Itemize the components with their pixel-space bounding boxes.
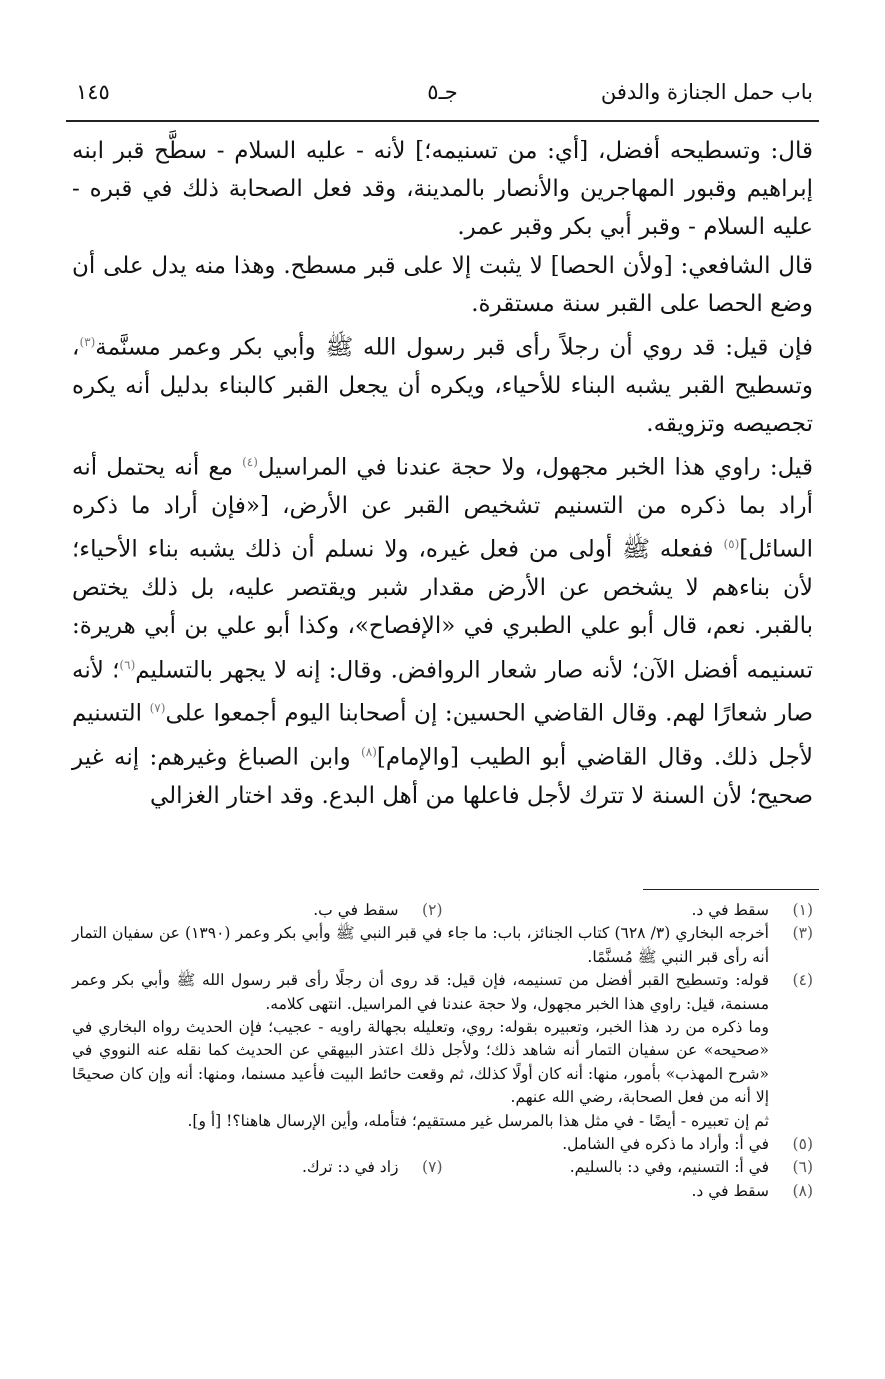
paragraph-4 [72, 443, 813, 815]
footnote-4-continued: وما ذكره من رد هذا الخبر، وتعبيره بقوله: روي، وتعليله بجهالة راويه - عجيب؛ فإن الحديث رواه البخاري في «صحيحه» عن سفيان التمار أنه شاهد ذلك؛ ولأجل ذلك اعتذر البيهقي عن الحديث كما نقله عنه النووي في «شرح المهذب» بأمور، منها: أنه كان أولًا كذلك، ثم وقعت حائط البيت فأعيد مسنما، ومنها: أنه وإن كان صحيحًا إلا أنه من فعل الصحابة، رضي الله عنهم. [72, 1018, 769, 1107]
paragraph-4-text-b: مع أنه يحتمل أنه أراد بما ذكره من التسنيم تشخيص القبر عن الأرض، [«فإن أراد ما ذكره السائل] [72, 454, 813, 563]
paragraph-4-text-d: ؛ لأنه صار شعارًا لهم. وقال القاضي الحسين: إن أصحابنا اليوم أجمعوا على [72, 657, 813, 728]
paragraph-3-text-a: فإن قيل: قد روي أن رجلاً رأى قبر رسول الله ﷺ وأبي بكر وعمر مسنَّمة [95, 334, 813, 361]
footnote-2 [72, 899, 443, 922]
paragraph-1 [72, 132, 813, 247]
footnote-8-text: سقط في د. [691, 1181, 769, 1200]
header-rule [66, 120, 819, 122]
footnote-1-number: (١) [792, 901, 813, 919]
footnote-row-6-7 [72, 1156, 813, 1179]
footnote-8-number: (٨) [792, 1181, 813, 1200]
volume-label: جـ٥ [427, 80, 458, 104]
paragraph-4-text-f: وابن الصباغ وغيرهم: إنه غير صحيح؛ لأن السنة لا تترك لأجل فاعلها من أهل البدع. وقد اختار الغزالي [72, 744, 813, 810]
footnote-3-text: أخرجه البخاري (٣/ ٦٢٨) كتاب الجنائز، باب: ما جاء في قبر النبي ﷺ وأبي بكر وعمر (١٣٩٠) عن سفيان التمار أنه رأى قبر النبي ﷺ مُسنَّمًا. [72, 924, 769, 966]
footnote-separator [643, 889, 819, 890]
footnote-5-text: في أ: وأراد ما ذكره في الشامل. [562, 1135, 769, 1154]
footnote-7-text: زاد في د: ترك. [302, 1158, 399, 1177]
paragraph-3-text-b: ، وتسطيح القبر يشبه البناء للأحياء، ويكره أن يجعل القبر كالبناء بدليل أنه يكره تجصيصه وتزويقه. [72, 334, 813, 438]
footnote-4-text: قوله: وتسطيح القبر أفضل من تسنيمه، فإن قيل: قد روى أن رجلًا رأى قبر رسول الله ﷺ وأبي بكر وعمر مسنمة، قيل: راوي هذا الخبر مجهول، ولا حجة عندنا في المراسيل. انتهى كلامه. [72, 971, 769, 1013]
paragraph-3 [72, 323, 813, 443]
footnote-4-conclusion: ثم إن تعبيره - أيضًا - في مثل هذا بالمرسل غير مستقيم؛ فتأمله، وأين الإرسال هاهنا؟! [أ و]. [187, 1111, 769, 1130]
footnote-row-1-2 [72, 899, 813, 922]
paragraph-2-text: قال الشافعي: [ولأن الحصا] لا يثبت إلا على قبر مسطح. وهذا منه يدل على أن وضع الحصا على القبر سنة مستقرة. [72, 252, 813, 317]
paragraph-4-text-c: ففعله ﷺ أولى من فعل غيره، ولا نسلم أن ذلك يشبه بناء الأحياء؛ لأن بناءهم لا يشخص عن الأرض مقدار شبر ويقتصر عليه، بل ذلك يختص بالقبر. نعم، قال أبو علي الطبري في «الإفصاح»، وكذا أبو علي بن أبي هريرة: تسنيمه أفضل الآن؛ لأنه صار شعار الروافض. وقال: إنه لا يجهر بالتسليم [72, 537, 814, 684]
footnote-ref-6: (٦) [119, 657, 136, 672]
footnote-2-number: (٢) [422, 901, 443, 919]
paragraph-4-text-a: قيل: راوي هذا الخبر مجهول، ولا حجة عندنا في المراسيل [257, 454, 813, 481]
footnote-5 [72, 1133, 813, 1156]
footnote-ref-3: (٣) [79, 335, 96, 350]
footnote-6-number: (٦) [792, 1158, 813, 1177]
footnotes [72, 899, 813, 1203]
main-text [72, 132, 813, 815]
footnote-7-number: (٧) [422, 1158, 443, 1177]
footnote-2-text: سقط في ب. [313, 901, 399, 919]
paragraph-2 [72, 247, 813, 323]
paragraph-1-text: قال: وتسطيحه أفضل، [أي: من تسنيمه؛] لأنه - عليه السلام - سطَّح قبر ابنه إبراهيم وقبور المهاجرين والأنصار بالمدينة، وقد فعل الصحابة ذلك في قبره - عليه السلام - وقبر أبي بكر وقبر عمر. [72, 138, 813, 241]
paragraph-4-text-e: التسنيم لأجل ذلك. وقال القاضي أبو الطيب [والإمام] [72, 701, 813, 771]
footnote-4 [72, 969, 813, 1016]
footnote-1-text: سقط في د. [691, 901, 769, 919]
footnote-7 [72, 1156, 443, 1179]
footnote-ref-5: (٥) [723, 537, 740, 552]
footnote-ref-8: (٨) [361, 745, 377, 760]
footnote-8 [72, 1180, 813, 1203]
footnote-6 [443, 1156, 814, 1179]
footnote-ref-4: (٤) [242, 455, 258, 470]
chapter-title: باب حمل الجنازة والدفن [600, 80, 813, 104]
footnote-1 [443, 899, 814, 922]
footnote-3 [72, 922, 813, 969]
page-number: ١٤٥ [76, 80, 110, 104]
footnote-5-number: (٥) [792, 1135, 813, 1154]
footnote-4-number: (٤) [792, 971, 813, 990]
footnote-ref-7: (٧) [149, 701, 166, 716]
footnote-3-number: (٣) [792, 924, 813, 943]
footnote-6-text: في أ: التسنيم، وفي د: بالسليم. [569, 1158, 769, 1177]
